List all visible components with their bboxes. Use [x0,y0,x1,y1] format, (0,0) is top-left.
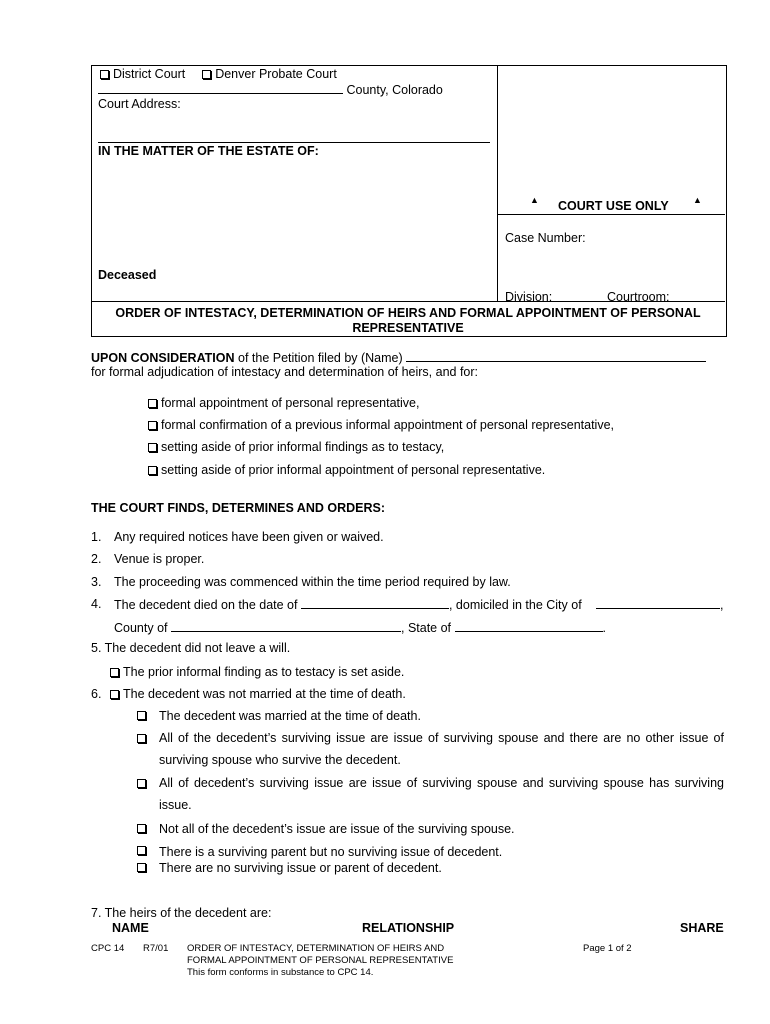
finding-5-sub: The prior informal finding as to testacy is set aside. [110,665,404,679]
f6-sub-checkbox[interactable] [137,843,150,857]
order-title-line1: ORDER OF INTESTACY, DETERMINATION OF HEIRS AND FORMAL APPOINTMENT OF PERSONAL [115,306,701,320]
denver-probate-label: Denver Probate Court [215,67,337,81]
footer-title-2: FORMAL APPOINTMENT OF PERSONAL REPRESENTATIVE [187,955,454,966]
intro-line2: for formal adjudication of intestacy and determination of heirs, and for: [91,365,479,379]
f6-sub-checkbox[interactable] [137,860,150,874]
option-checkbox[interactable] [148,399,157,408]
finding-number: 4. [91,597,102,611]
testacy-set-aside-checkbox[interactable] [110,668,119,677]
division-label: Division: [505,290,553,304]
heirs-share-header: SHARE [680,921,724,935]
f6-sub4: Not all of the decedent’s issue are issue of the surviving spouse. [159,822,515,836]
order-title-line2: REPRESENTATIVE [352,321,464,335]
option-checkbox[interactable] [148,443,157,452]
courtroom-label: Courtroom: [607,290,670,304]
state-blank[interactable] [455,620,603,632]
finding-5: 5. The decedent did not leave a will. [91,641,291,655]
county-of-blank[interactable] [171,620,401,632]
finding-4-city: , [596,597,723,612]
f6-sub6: There are no surviving issue or parent of decedent. [159,861,442,875]
court-use-divider [497,65,498,301]
option-checkbox[interactable] [148,421,157,430]
intro-line1 [91,350,706,365]
option-item: formal confirmation of a previous informal appointment of personal representative, [148,418,614,432]
footer-form-id: CPC 14 [91,943,125,954]
finding-2: Venue is proper. [114,552,205,566]
finding-4-line1: The decedent died on the date of , domiciled in the City of [114,598,582,612]
heirs-relationship-header: RELATIONSHIP [362,921,455,935]
petition-filed-by: of the Petition filed by (Name) [234,351,403,365]
county-line [98,82,443,97]
findings-heading: THE COURT FINDS, DETERMINES AND ORDERS: [91,501,385,515]
upon-consideration: UPON CONSIDERATION [91,351,235,365]
address-line[interactable] [98,142,490,143]
f6-sub1: The decedent was married at the time of death. [159,709,421,723]
court-selection [100,67,337,81]
option-item: setting aside of prior informal appointment of personal representative. [148,463,545,477]
f6-sub-checkbox[interactable] [137,708,150,722]
finding-3: The proceeding was commenced within the time period required by law. [114,575,511,589]
not-all-issue-checkbox[interactable] [137,824,146,833]
arrow-up-icon: ▲ [530,195,539,205]
finding-number: 3. [91,575,102,589]
court-use-only-label: COURT USE ONLY [558,199,669,213]
finding-number: 2. [91,552,102,566]
finding-7: 7. The heirs of the decedent are: [91,906,272,920]
f6-sub5: There is a surviving parent but no surviving issue of decedent. [159,845,503,859]
f6-sub-checkbox[interactable] [137,821,150,835]
county-blank[interactable] [98,82,343,94]
f6-sub-checkbox[interactable] [137,776,150,790]
finding-4-line2: County of , State of . [114,621,606,635]
f6-sub-checkbox[interactable] [137,731,150,745]
estate-matter-label: IN THE MATTER OF THE ESTATE OF: [98,144,319,158]
heirs-name-header: NAME [112,921,149,935]
footer-conforms: This form conforms in substance to CPC 14. [187,967,374,978]
denver-probate-checkbox[interactable] [202,70,211,79]
finding-6: The decedent was not married at the time of death. [110,687,406,701]
option-item: formal appointment of personal representative, [148,396,419,410]
f6-sub3: All of decedent’s surviving issue are issue of surviving spouse and surviving spouse has surviving issue. [159,776,724,812]
district-court-label: District Court [113,67,186,81]
court-address-label: Court Address: [98,97,181,111]
city-blank[interactable] [596,597,720,609]
spouse-has-issue-checkbox[interactable] [137,779,146,788]
county-colorado-label: County, Colorado [346,83,443,97]
court-use-hline [497,214,725,215]
footer-revision: R7/01 [143,943,169,954]
deceased-label: Deceased [98,268,157,282]
district-court-checkbox[interactable] [100,70,109,79]
finding-1: Any required notices have been given or waived. [114,530,384,544]
married-checkbox[interactable] [137,711,146,720]
f6-sub2: All of the decedent’s surviving issue are issue of surviving spouse and there are no other issue of surviving spouse who survive the decedent. [159,731,724,767]
petitioner-name-blank[interactable] [406,350,706,362]
arrow-up-icon: ▲ [693,195,702,205]
no-issue-or-parent-checkbox[interactable] [137,863,146,872]
footer-page: Page 1 of 2 [583,943,632,954]
date-of-death-blank[interactable] [301,597,449,609]
issue-of-spouse-checkbox[interactable] [137,734,146,743]
option-item: setting aside of prior informal findings as to testacy, [148,440,444,454]
finding-number: 1. [91,530,102,544]
footer-title-1: ORDER OF INTESTACY, DETERMINATION OF HEIRS AND [187,943,445,954]
not-married-checkbox[interactable] [110,690,119,699]
surviving-parent-checkbox[interactable] [137,846,146,855]
finding-number: 6. [91,687,102,701]
case-number-label: Case Number: [505,231,586,245]
option-checkbox[interactable] [148,466,157,475]
